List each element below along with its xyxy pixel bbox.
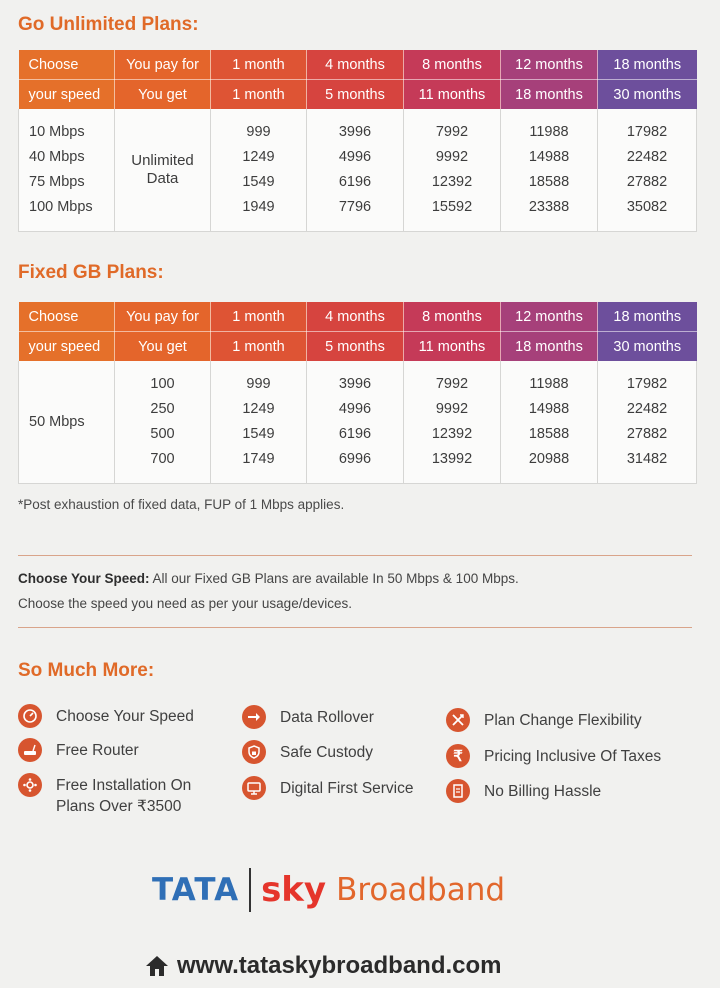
fixed-plans-title: Fixed GB Plans: — [18, 262, 164, 283]
data-cell: 250 — [150, 400, 175, 417]
price-column — [404, 109, 501, 231]
speed-column — [19, 109, 115, 231]
installation-icon — [18, 773, 42, 797]
feature-no-billing-hassle — [446, 781, 601, 803]
price-cell: 14988 — [528, 148, 570, 165]
choose-speed-text: All our Fixed GB Plans are available In 50 Mbps & 100 Mbps. — [149, 571, 519, 586]
speedometer-icon — [18, 704, 42, 728]
unlimited-body-row — [19, 109, 697, 231]
speed-cell: 100 Mbps — [29, 198, 93, 215]
price-cell: 12392 — [431, 425, 473, 442]
price-cell: 11988 — [529, 375, 569, 392]
feature-label: Safe Custody — [280, 744, 374, 761]
data-label-line: Data — [146, 169, 179, 187]
price-cell: 7796 — [338, 198, 372, 215]
data-column — [115, 361, 211, 483]
header-cell: 11 months — [404, 80, 501, 110]
price-cell: 22482 — [626, 148, 668, 165]
price-cell: 27882 — [626, 173, 668, 190]
price-cell: 999 — [246, 123, 271, 140]
monitor-icon — [242, 776, 266, 800]
header-cell: 18 months — [598, 302, 697, 332]
price-cell: 1749 — [242, 450, 275, 467]
header-cell: 4 months — [307, 302, 404, 332]
unlimited-plans-title: Go Unlimited Plans: — [18, 14, 199, 35]
price-cell: 14988 — [528, 400, 570, 417]
header-cell: 1 month — [211, 332, 307, 362]
price-cell: 22482 — [626, 400, 668, 417]
tata-sky-broadband-logo — [152, 868, 505, 912]
price-column — [501, 361, 598, 483]
price-cell: 13992 — [431, 450, 473, 467]
unlimited-header-row-pay — [19, 50, 697, 80]
price-cell: 1249 — [242, 400, 275, 417]
price-cell: 27882 — [626, 425, 668, 442]
header-cell: 5 months — [307, 332, 404, 362]
header-cell: You get — [115, 332, 211, 362]
logo-divider — [249, 868, 251, 912]
price-column — [307, 361, 404, 483]
logo-tata: TATA — [152, 872, 240, 908]
so-much-more-title: So Much More: — [18, 660, 155, 681]
plan-change-icon — [446, 708, 470, 732]
price-cell: 18588 — [528, 425, 570, 442]
price-cell: 23388 — [528, 198, 570, 215]
fixed-body-row — [19, 361, 697, 483]
feature-label: Free Installation On — [56, 777, 192, 794]
data-cell: 500 — [150, 425, 175, 442]
price-cell: 4996 — [338, 400, 372, 417]
choose-speed-heading: Choose Your Speed: — [18, 571, 150, 586]
header-cell: 18 months — [598, 50, 697, 80]
feature-free-router — [18, 740, 139, 762]
header-cell: 18 months — [501, 332, 598, 362]
price-cell: 7992 — [435, 375, 469, 392]
header-cell: 1 month — [211, 50, 307, 80]
price-column — [307, 109, 404, 231]
home-icon — [145, 955, 169, 977]
data-label-line: Unlimited — [131, 151, 194, 169]
header-cell: Choose — [19, 302, 115, 332]
price-column — [501, 109, 598, 231]
price-column — [211, 361, 307, 483]
price-cell: 1249 — [242, 148, 275, 165]
header-cell: 12 months — [501, 50, 598, 80]
price-cell: 35082 — [626, 198, 668, 215]
unlimited-header-row-get — [19, 80, 697, 110]
header-cell: 1 month — [211, 302, 307, 332]
header-cell: 8 months — [404, 302, 501, 332]
logo-sky: sky — [261, 870, 327, 910]
feature-digital-first — [242, 778, 414, 800]
price-cell: 1949 — [242, 198, 275, 215]
header-cell: Choose — [19, 50, 115, 80]
header-cell: You get — [115, 80, 211, 110]
header-cell: 12 months — [501, 302, 598, 332]
header-cell: 11 months — [404, 332, 501, 362]
price-cell: 6996 — [338, 450, 372, 467]
feature-safe-custody — [242, 742, 373, 764]
price-cell: 1549 — [242, 173, 275, 190]
divider — [18, 555, 692, 556]
price-cell: 17982 — [626, 123, 668, 140]
price-cell: 31482 — [626, 450, 668, 467]
unlimited-plans-table — [18, 50, 697, 232]
header-cell: 4 months — [307, 50, 404, 80]
price-cell: 3996 — [338, 123, 372, 140]
price-cell: 18588 — [528, 173, 570, 190]
data-cell: 100 — [150, 375, 175, 392]
fixed-header-row-pay — [19, 302, 697, 332]
logo-broadband: Broadband — [336, 872, 506, 908]
fixed-plans-table — [18, 302, 697, 484]
feature-label: Pricing Inclusive Of Taxes — [484, 748, 662, 765]
price-cell: 17982 — [626, 375, 668, 392]
feature-label: No Billing Hassle — [484, 783, 602, 800]
price-cell: 1549 — [242, 425, 275, 442]
feature-label: Digital First Service — [280, 780, 414, 797]
feature-label: Data Rollover — [280, 709, 374, 726]
bill-icon — [446, 779, 470, 803]
header-cell: 8 months — [404, 50, 501, 80]
feature-data-rollover — [242, 707, 374, 729]
feature-choose-speed — [18, 706, 194, 728]
header-cell: You pay for — [115, 302, 211, 332]
price-cell: 12392 — [431, 173, 473, 190]
feature-free-installation — [18, 775, 191, 817]
price-cell: 15592 — [431, 198, 473, 215]
speed-cell: 40 Mbps — [29, 148, 85, 165]
header-cell: your speed — [19, 332, 115, 362]
header-cell: You pay for — [115, 50, 211, 80]
feature-pricing-inclusive — [446, 746, 661, 768]
header-cell: your speed — [19, 80, 115, 110]
divider — [18, 627, 692, 628]
price-column — [598, 109, 697, 231]
data-cell: 700 — [150, 450, 175, 467]
price-cell: 7992 — [435, 123, 469, 140]
price-column — [404, 361, 501, 483]
header-cell: 1 month — [211, 80, 307, 110]
price-cell: 11988 — [529, 123, 569, 140]
header-cell: 30 months — [598, 80, 697, 110]
website-url[interactable]: www.tataskybroadband.com — [177, 952, 502, 979]
feature-label: Free Router — [56, 742, 139, 759]
feature-label: Choose Your Speed — [56, 708, 194, 725]
speed-cell: 75 Mbps — [29, 173, 85, 190]
choose-speed-line2: Choose the speed you need as per your usage/devices. — [18, 596, 352, 611]
safe-lock-icon — [242, 740, 266, 764]
speed-cell: 10 Mbps — [29, 123, 85, 140]
header-cell: 5 months — [307, 80, 404, 110]
feature-label-line2: Plans Over ₹3500 — [56, 798, 182, 815]
fixed-header-row-get — [19, 332, 697, 362]
header-cell: 30 months — [598, 332, 697, 362]
speed-cell: 50 Mbps — [19, 361, 115, 483]
price-cell: 20988 — [528, 450, 570, 467]
price-cell: 9992 — [435, 400, 469, 417]
price-column — [211, 109, 307, 231]
price-column — [598, 361, 697, 483]
choose-speed-line1 — [18, 571, 519, 586]
header-cell: 18 months — [501, 80, 598, 110]
price-cell: 9992 — [435, 148, 469, 165]
router-icon — [18, 738, 42, 762]
rupee-icon: ₹ — [446, 744, 470, 768]
fup-footnote: *Post exhaustion of fixed data, FUP of 1 Mbps applies. — [18, 497, 345, 512]
feature-label: Plan Change Flexibility — [484, 712, 642, 729]
website-link[interactable] — [145, 952, 502, 980]
price-cell: 4996 — [338, 148, 372, 165]
data-allowance-cell — [115, 109, 211, 231]
price-cell: 6196 — [338, 173, 372, 190]
price-cell: 6196 — [338, 425, 372, 442]
rollover-arrow-icon — [242, 705, 266, 729]
price-cell: 999 — [246, 375, 271, 392]
feature-plan-change — [446, 710, 642, 732]
price-cell: 3996 — [338, 375, 372, 392]
